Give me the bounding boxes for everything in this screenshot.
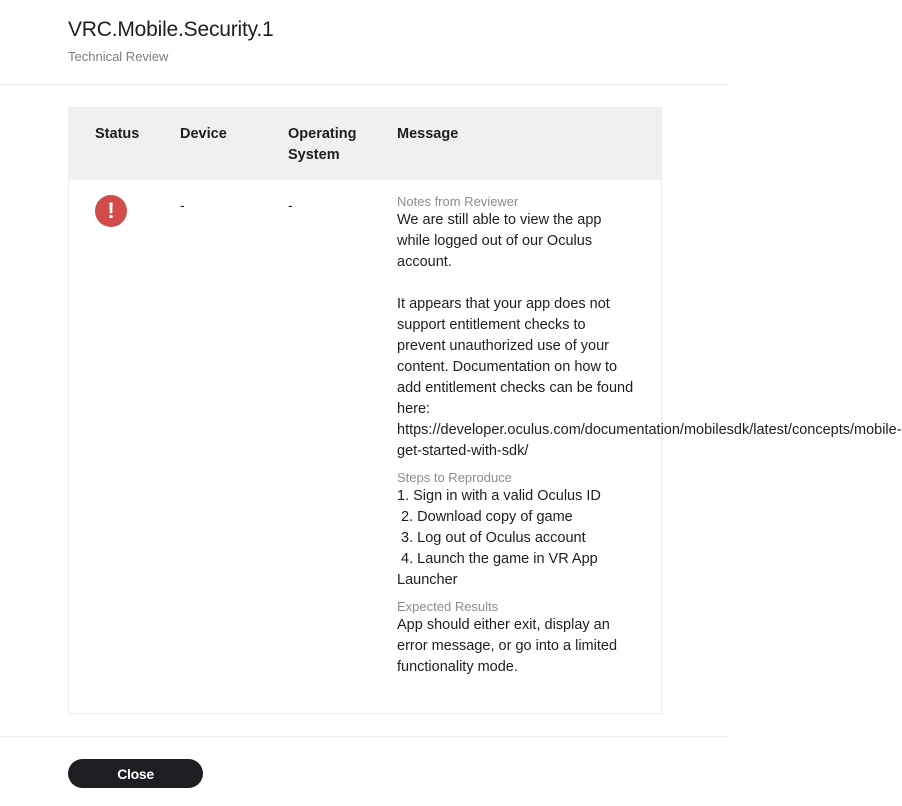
column-header-message: Message: [397, 126, 459, 142]
column-header-device: Device: [180, 126, 227, 142]
step-item: 1. Sign in with a valid Oculus ID: [397, 488, 601, 504]
column-header-operating-system: Operating System: [288, 126, 357, 163]
modal-footer: [0, 736, 728, 806]
step-item: 3. Log out of Oculus account: [397, 530, 586, 546]
expected-label: Expected Results: [397, 599, 499, 614]
expected-text: App should either exit, display an error message, or go into a limited functionality mode.: [397, 617, 622, 675]
close-button[interactable]: Close: [68, 759, 203, 788]
message-cell: [397, 194, 902, 686]
modal-header: [0, 0, 728, 85]
operating-system-cell: -: [288, 197, 293, 213]
notes-text-2: It appears that your app does not support entitlement checks to prevent unauthorized use of your content. Documentation on how to add entitlement checks can be found here:: [397, 296, 638, 417]
step-item: 2. Download copy of game: [397, 509, 573, 525]
steps-section: [397, 470, 637, 591]
device-cell: -: [180, 197, 185, 213]
page-subtitle: Technical Review: [68, 49, 169, 64]
notes-text-1: We are still able to view the app while logged out of our Oculus account.: [397, 212, 606, 270]
expected-section: [397, 599, 637, 678]
notes-label: Notes from Reviewer: [397, 194, 519, 209]
steps-label: Steps to Reproduce: [397, 470, 512, 485]
step-item: 4. Launch the game in VR App Launcher: [397, 551, 602, 588]
documentation-link-end[interactable]: get-started-with-sdk/: [397, 443, 529, 459]
column-header-status: Status: [95, 126, 140, 142]
notes-section: [397, 194, 902, 462]
error-exclamation-icon: !: [95, 195, 127, 227]
documentation-link[interactable]: https://developer.oculus.com/documentation/mobilesdk/latest/concepts/mobile-: [397, 422, 902, 438]
review-table: [68, 107, 902, 714]
page-title: VRC.Mobile.Security.1: [68, 18, 274, 41]
table-header: [69, 108, 661, 180]
